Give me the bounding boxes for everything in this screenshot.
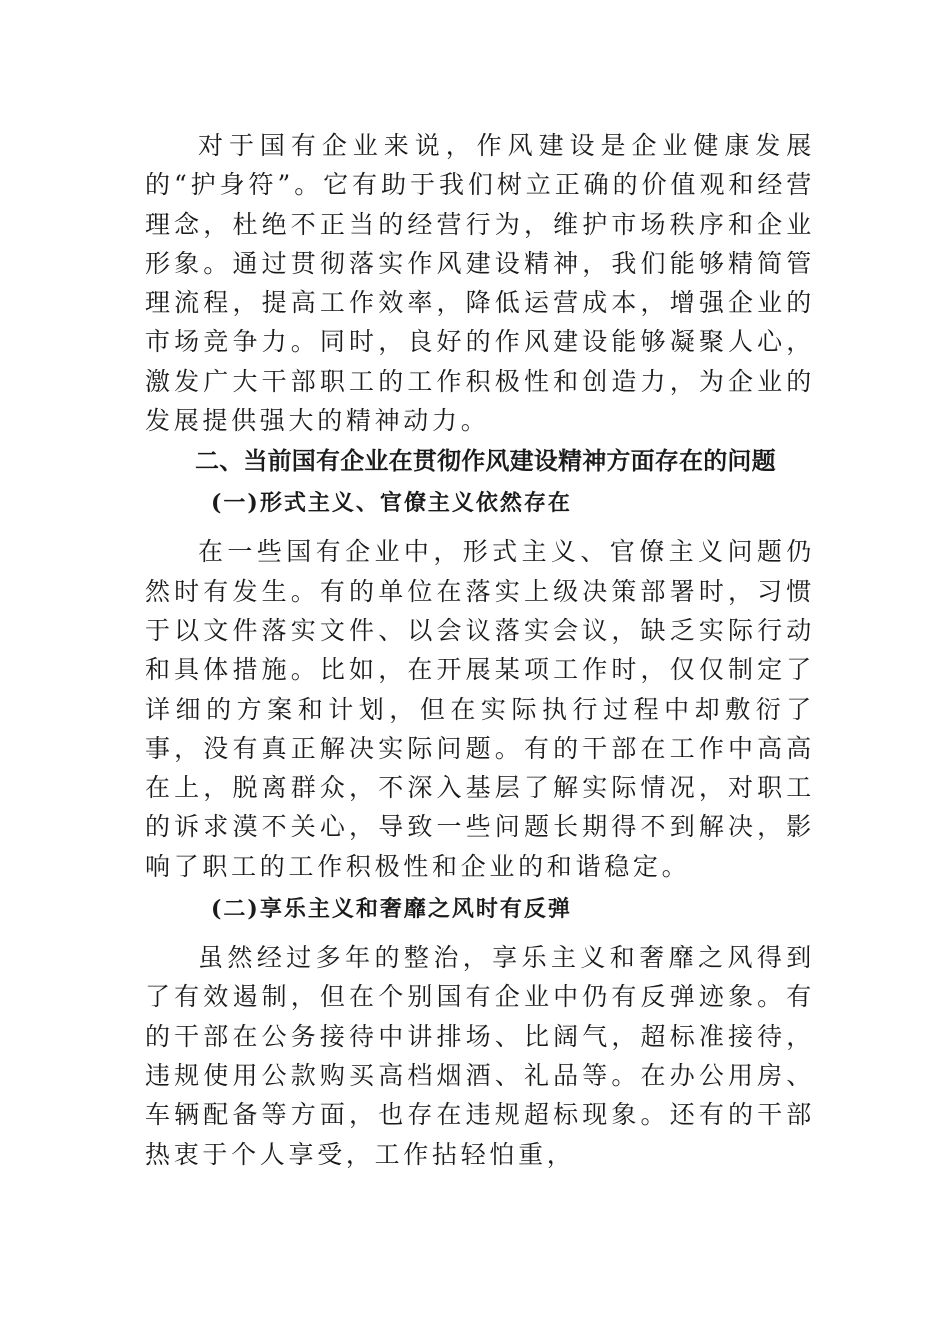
section-heading: 二、当前国有企业在贯彻作风建设精神方面存在的问题	[195, 447, 776, 476]
body-paragraph: 虽然经过多年的整治，享乐主义和奢靡之风得到了有效遏制，但在个别国有企业中仍有反弹迹象。有的干部在公务接待中讲排场、比阔气，超标准接待，违规使用公款购买高档烟酒、礼品等。在办公用房、车辆配备等方面，也存在违规超标现象。还有的干部热衷于个人享受，工作拈轻怕重，	[145, 943, 815, 1169]
body-paragraph: 在一些国有企业中，形式主义、官僚主义问题仍然时有发生。有的单位在落实上级决策部署时，习惯于以文件落实文件、以会议落实会议，缺乏实际行动和具体措施。比如，在开展某项工作时，仅仅制定了详细的方案和计划，但在实际执行过程中却敷衍了事，没有真正解决实际问题。有的干部在工作中高高在上，脱离群众，不深入基层了解实际情况，对职工的诉求漠不关心，导致一些问题长期得不到解决，影响了职工的工作积极性和企业的和谐稳定。	[145, 537, 815, 881]
subsection-heading: (二)享乐主义和奢靡之风时有反弹	[211, 896, 572, 923]
body-paragraph: 对于国有企业来说，作风建设是企业健康发展的“护身符”。它有助于我们树立正确的价值观和经营理念，杜绝不正当的经营行为，维护市场秩序和企业形象。通过贯彻落实作风建设精神，我们能够精简管理流程，提高工作效率，降低运营成本，增强企业的市场竞争力。同时，良好的作风建设能够凝聚人心，激发广大干部职工的工作积极性和创造力，为企业的发展提供强大的精神动力。	[145, 131, 815, 436]
subsection-heading: (一)形式主义、官僚主义依然存在	[211, 490, 572, 517]
document-body	[145, 126, 815, 1174]
